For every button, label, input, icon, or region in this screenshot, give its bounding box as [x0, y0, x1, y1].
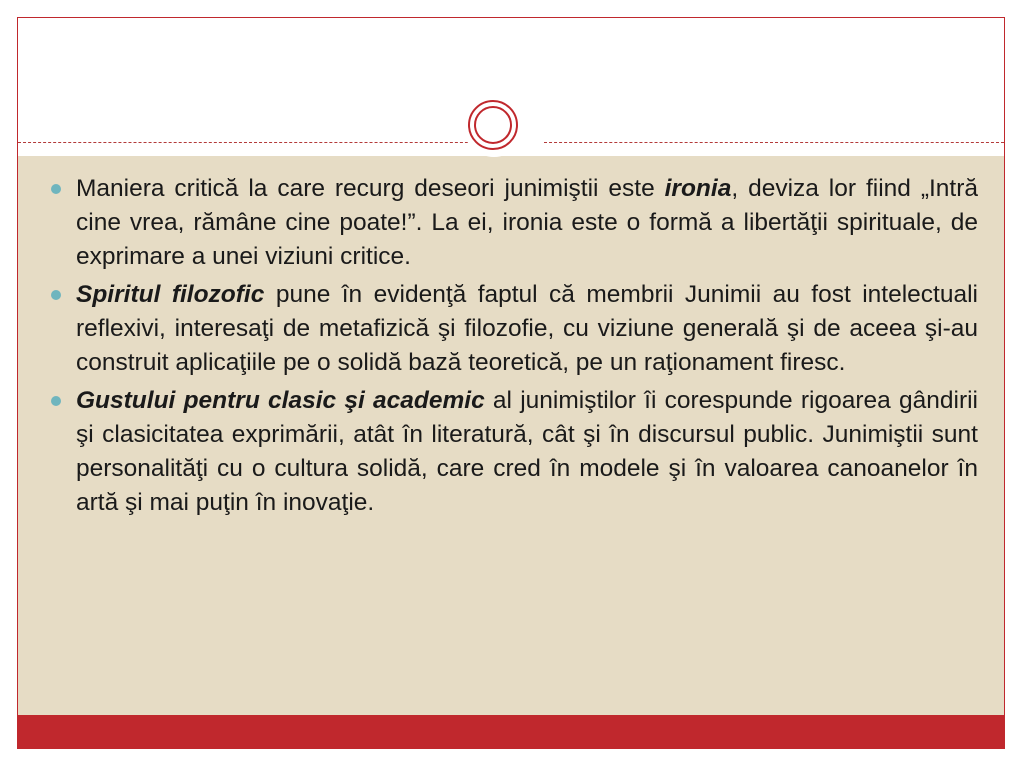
bullet-text-post: pune în evidenţă faptul că membrii Junimii au fost intelectuali reflexivi, interesaţi de metafizică şi filozofie, cu viziune generală şi de aceea şi-au construit aplicaţiile pe o solidă bază teoretică, pe un raţionament firesc.	[76, 281, 978, 376]
outer-ring	[468, 100, 518, 150]
divider-right	[544, 142, 1004, 143]
bullet-item-philosophical-spirit	[48, 278, 978, 380]
bullet-text-post: , deviza lor fiind „Intră cine vrea, rămâne cine poate!”. La ei, ironia este o formă a libertăţii spirituale, de exprimare a unei viziuni critice.	[76, 175, 979, 270]
bullet-emphasis: Gustului pentru clasic şi academic	[76, 387, 485, 414]
bullet-list	[48, 172, 978, 524]
bullet-emphasis: Spiritul filozofic	[76, 281, 265, 308]
bullet-dot-icon	[51, 184, 61, 194]
inner-ring	[474, 106, 512, 144]
bullet-item-irony	[48, 172, 978, 274]
bullet-text-pre: Maniera critică la care recurg deseori junimiştii este	[76, 175, 665, 202]
bullet-text-post: al junimiştilor îi corespunde rigoarea gândirii şi clasicitatea exprimării, atât în literatură, cât şi în discursul public. Junimiştii sunt personalităţi cu o cultura solidă, care cred în modele şi în valoarea canoanelor în artă şi mai puţin în inovaţie.	[76, 387, 979, 516]
bullet-emphasis: ironia	[664, 175, 732, 202]
bullet-dot-icon	[51, 290, 61, 300]
bullet-dot-icon	[51, 396, 61, 406]
circle-ornament-icon	[463, 95, 525, 157]
footer-band	[18, 715, 1004, 748]
divider-left	[18, 142, 483, 143]
bullet-item-classic-taste	[48, 384, 978, 520]
